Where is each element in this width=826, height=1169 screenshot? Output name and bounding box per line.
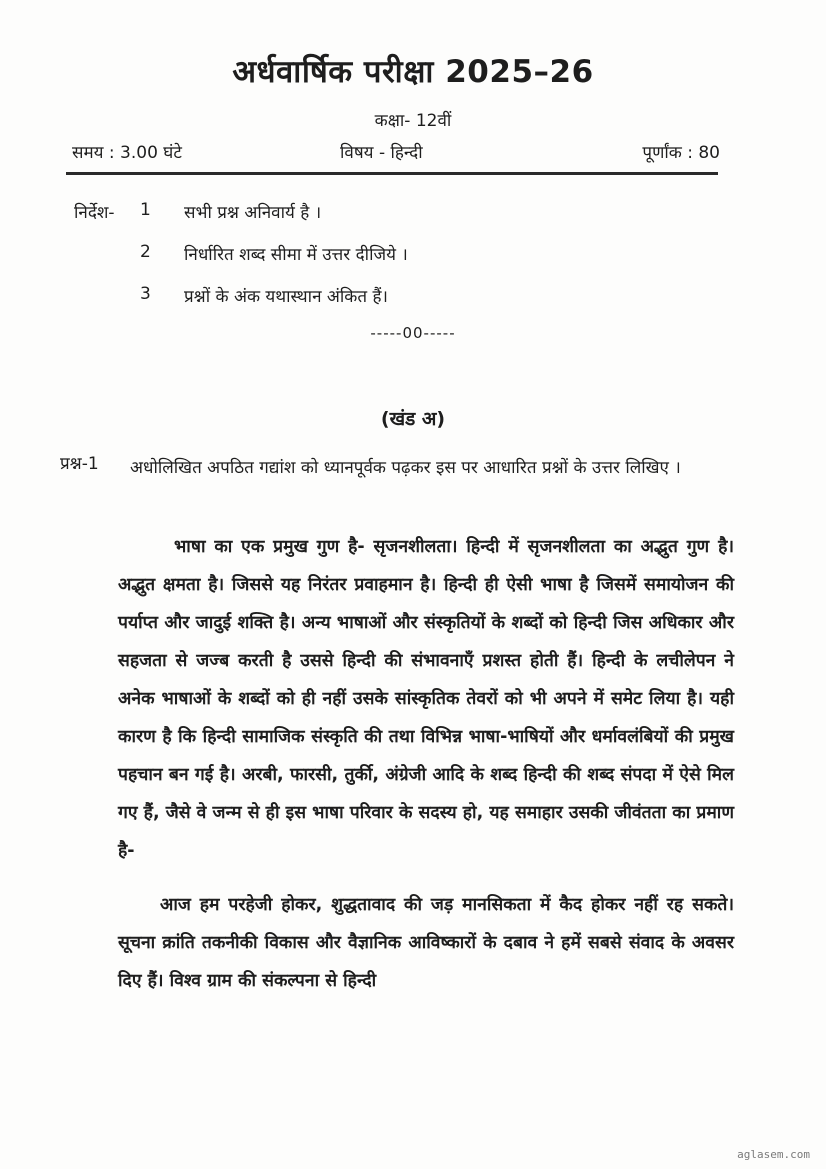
instruction-item [74, 242, 754, 284]
passage-paragraph: आज हम परहेजी होकर, शुद्धतावाद की जड़ मानसिकता में कैद होकर नहीं रह सकते। सूचना क्रांति तकनीकी विकास और वैज्ञानिक आविष्कारों के दबाव ने हमें सबसे संवाद के अवसर दिए हैं। विश्व ग्राम की संकल्पना से हिन्दी [118, 895, 734, 991]
max-marks-label: पूर्णांक : 80 [642, 143, 720, 163]
time-label: समय : 3.00 घंटे [72, 143, 182, 163]
unseen-passage [118, 528, 734, 1000]
watermark: aglasem.com [737, 1148, 810, 1161]
header-divider [66, 172, 718, 175]
question-text: अधोलिखित अपठित गद्यांश को ध्यानपूर्वक पढ़कर इस पर आधारित प्रश्नों के उत्तर लिखिए । [130, 458, 681, 478]
instruction-number: 2 [140, 242, 151, 262]
instruction-text: प्रश्नों के अंक यथास्थान अंकित हैं। [184, 287, 388, 307]
section-separator: -----00----- [370, 324, 456, 342]
instructions-label: निर्देश- [74, 203, 115, 223]
instruction-text: निर्धारित शब्द सीमा में उत्तर दीजिये । [184, 245, 408, 265]
instruction-number: 1 [140, 200, 151, 220]
subject-label: विषय - हिन्दी [340, 143, 423, 163]
instruction-item [74, 200, 754, 242]
section-heading: (खंड अ) [380, 408, 446, 430]
instruction-item [74, 284, 754, 326]
passage-paragraph: भाषा का एक प्रमुख गुण है- सृजनशीलता। हिन्दी में सृजनशीलता का अद्भुत गुण है। अद्भुत क्षमता है। जिससे यह निरंतर प्रवाहमान है। हिन्दी ही ऐसी भाषा है जिसमें समायोजन की पर्याप्त और जादुई शक्ति है। अन्य भाषाओं और संस्कृतियों के शब्दों को हिन्दी जिस अधिकार और सहजता से जज्ब करती है उससे हिन्दी की संभावनाएँ प्रशस्त होती हैं। हिन्दी के लचीलेपन ने अनेक भाषाओं के शब्दों को ही नहीं उसके सांस्कृतिक तेवरों को भी अपने में समेट लिया है। यही कारण है कि हिन्दी सामाजिक संस्कृति की तथा विभिन्न भाषा-भाषियों और धर्मावलंबियों की प्रमुख पहचान बन गई है। अरबी, फारसी, तुर्की, अंग्रेजी आदि के शब्द हिन्दी की शब्द संपदा में ऐसे मिल गए हैं, जैसे वे जन्म से ही इस भाषा परिवार के सदस्य हो, यह समाहार उसकी जीवंतता का प्रमाण है- [118, 537, 734, 861]
exam-title: अर्धवार्षिक परीक्षा 2025–26 [232, 54, 594, 90]
question-label: प्रश्न-1 [60, 454, 99, 474]
instruction-text: सभी प्रश्न अनिवार्य है । [184, 203, 322, 223]
instructions-block [74, 200, 754, 326]
instruction-number: 3 [140, 284, 151, 304]
class-label: कक्षा- 12वीं [374, 111, 452, 131]
